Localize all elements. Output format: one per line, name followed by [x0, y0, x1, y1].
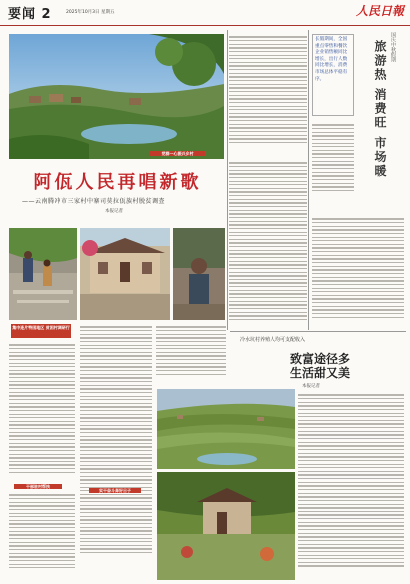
- side-box-text: 长假期间，全国重点零售和餐饮企业销售额同比增长，出行人数同比增长，消费市场总体平稳有序。: [315, 37, 348, 82]
- article-body-column-2: [229, 160, 307, 330]
- side-kicker: 国庆中秋假期: [390, 32, 396, 62]
- photo-tag-4: 实干奋斗奔好日子: [89, 488, 141, 493]
- photo-tag-2: 集中连片特困地区 贫困村调研行: [11, 324, 71, 338]
- article-body-column-3: [9, 342, 75, 482]
- photo-tag-3: 干部驻村帮扶: [14, 484, 62, 489]
- lower-article-body: [298, 392, 404, 580]
- issue-date: 2025年10月3日 星期五: [66, 10, 115, 15]
- article-body-column-4: [80, 324, 152, 576]
- article-body-column-6: [9, 492, 75, 578]
- photo-construction-workers: [9, 228, 77, 320]
- photo-village-houses: [80, 228, 170, 320]
- column-divider-2: [308, 30, 309, 330]
- photo-tag-1: 党群一心振兴乡村: [150, 151, 205, 156]
- main-subheadline: ——云南腾冲市三家村中寨司莫拉佤族村脱贫调查: [22, 198, 166, 205]
- page-header: [0, 0, 410, 26]
- side-article-body: [312, 122, 354, 212]
- lower-article-title-1: 致富途径多: [289, 352, 350, 366]
- column-divider-1: [227, 30, 228, 330]
- article-body-column-5: [156, 324, 226, 384]
- article-body-column-1: [229, 34, 307, 154]
- section-title: 要闻 2: [8, 7, 52, 22]
- section-divider: [230, 331, 406, 332]
- lower-article-kicker: 冷水坑村养殖人均可支配收入: [240, 337, 306, 343]
- photo-village-landscape: [9, 34, 224, 159]
- side-headline: 旅游热 消费旺 市场暖: [373, 40, 387, 179]
- photo-farmer-harvest: [157, 472, 295, 580]
- lower-article-byline: 本报记者: [302, 384, 320, 389]
- side-summary-box: [312, 34, 354, 116]
- main-headline: 阿佤人民再唱新歌: [33, 172, 202, 193]
- newspaper-logo: 人民日報: [355, 4, 404, 18]
- photo-villager-portrait: [173, 228, 225, 320]
- photo-terraced-fields: [157, 389, 295, 469]
- main-byline: 本报记者: [105, 209, 123, 214]
- side-article-body-2: [312, 216, 404, 326]
- lower-article-title-2: 生活甜又美: [289, 366, 350, 380]
